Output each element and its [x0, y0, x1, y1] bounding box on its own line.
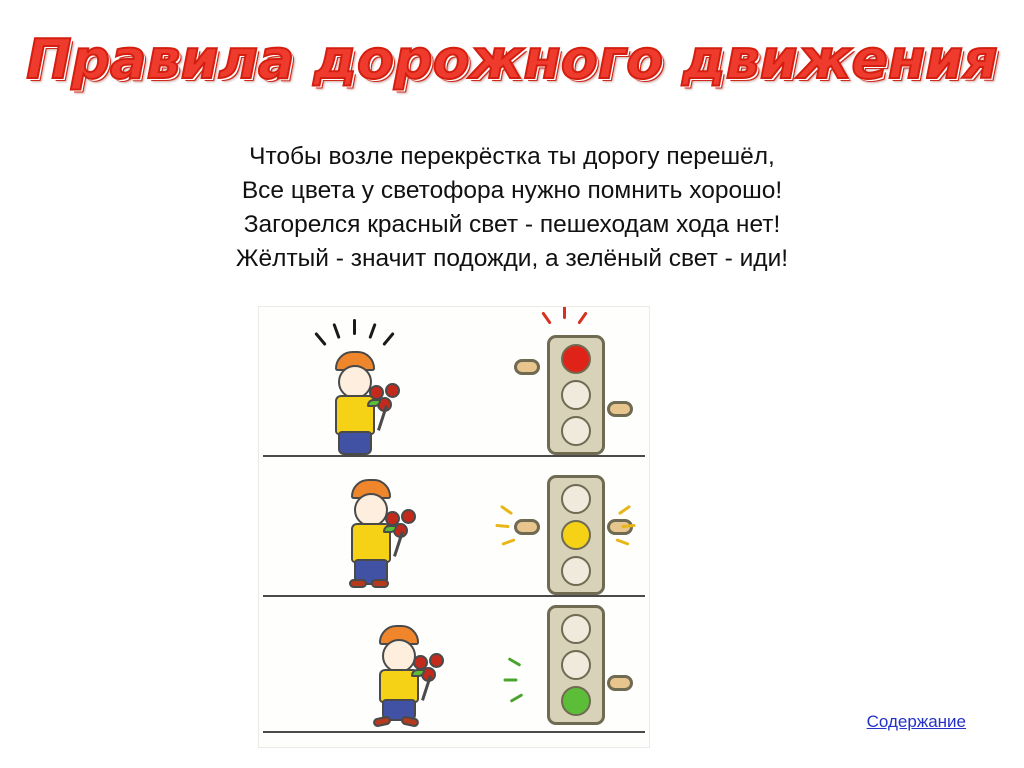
traffic-light-red [547, 335, 605, 455]
boy-figure-red [315, 351, 435, 455]
lamp-yellow-off [561, 380, 591, 410]
boy-legs [338, 431, 372, 455]
lamp-green [561, 686, 591, 716]
verse-line-2: Все цвета у светофора нужно помнить хорошо! [241, 177, 783, 204]
traffic-light-arm [514, 359, 540, 375]
traffic-light-illustration [258, 306, 650, 748]
boy-shoe [400, 715, 419, 728]
green-ray [510, 693, 524, 703]
red-ray [541, 311, 551, 324]
road-line [263, 455, 645, 457]
surprise-spark-icon [382, 332, 395, 346]
lamp-red-off [561, 484, 591, 514]
traffic-light-arm [607, 401, 633, 417]
lamp-red-off [561, 614, 591, 644]
flower [385, 383, 400, 398]
bouquet [411, 653, 455, 693]
lamp-yellow-off [561, 650, 591, 680]
verse-line-3: Загорелся красный свет - пешеходам хода нет! [243, 211, 781, 238]
red-ray [577, 311, 587, 324]
road-line [263, 731, 645, 733]
red-ray [563, 306, 566, 319]
boy-figure-yellow [331, 479, 451, 591]
bouquet [383, 509, 427, 549]
surprise-spark-icon [332, 323, 340, 339]
yellow-ray [495, 524, 509, 528]
contents-link[interactable]: Содержание [866, 712, 966, 731]
surprise-spark-icon [368, 323, 376, 339]
verse-line-1: Чтобы возле перекрёстка ты дорогу перешёл, [249, 143, 775, 170]
traffic-light-yellow [547, 475, 605, 595]
boy-shoe [371, 579, 389, 588]
surprise-spark-icon [314, 332, 327, 346]
traffic-light-arm [607, 675, 633, 691]
boy-figure-green [359, 625, 479, 729]
verse-text [0, 140, 1024, 276]
lamp-red [561, 344, 591, 374]
traffic-light-arm [514, 519, 540, 535]
yellow-ray [621, 524, 635, 528]
green-ray [504, 679, 518, 682]
green-ray [508, 657, 522, 667]
lamp-green-off [561, 556, 591, 586]
lamp-green-off [561, 416, 591, 446]
boy-shoe [372, 715, 391, 728]
yellow-ray [615, 538, 629, 546]
boy-shoe [349, 579, 367, 588]
yellow-ray [618, 505, 631, 515]
surprise-spark-icon [353, 319, 356, 335]
traffic-light-green [547, 605, 605, 725]
yellow-ray [501, 538, 515, 546]
flower [401, 509, 416, 524]
verse-line-4: Жёлтый - значит подожди, а зелёный свет - иди! [235, 245, 789, 272]
yellow-ray [500, 505, 513, 515]
page-title: Правила дорожного движения [26, 28, 998, 91]
road-line [263, 595, 645, 597]
flower [429, 653, 444, 668]
bouquet [367, 383, 411, 423]
lamp-yellow [561, 520, 591, 550]
